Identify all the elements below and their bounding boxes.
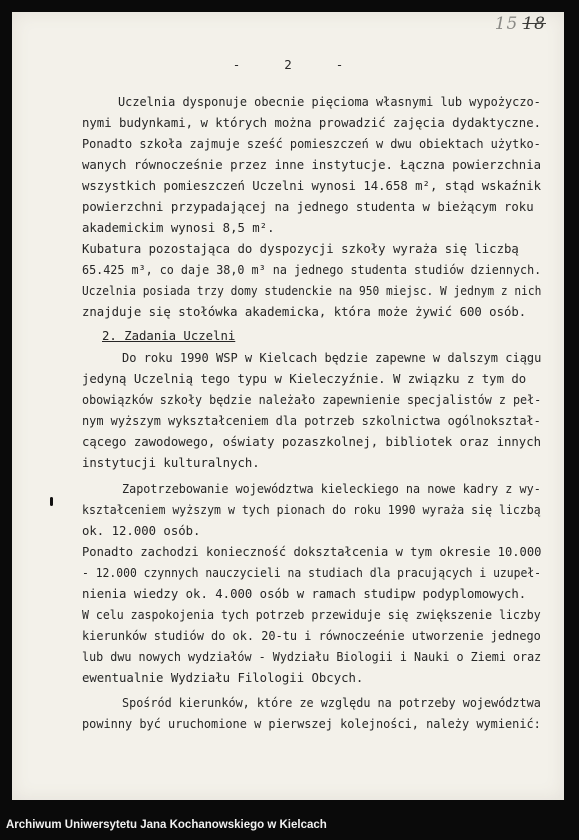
text-line: akademickim wynosi 8,5 m². xyxy=(82,221,275,235)
text-line: nymi budynkami, w których można prowadzić zajęcia dydaktyczne. xyxy=(82,116,542,130)
text-line: Kubatura pozostająca do dyspozycji szkoły wyraża się liczbą xyxy=(82,242,519,256)
text-line: Zapotrzebowanie województwa kieleckiego na nowe kadry z wy- xyxy=(122,482,541,496)
text-line: 65.425 m³, co daje 38,0 m³ na jednego studenta studiów dziennych. xyxy=(82,263,542,277)
pencil-number-second: 18 xyxy=(522,14,546,34)
page-number-value: 2 xyxy=(284,57,292,72)
text-line: Spośród kierunków, które ze względu na potrzeby województwa xyxy=(122,696,541,710)
text-line: instytucji kulturalnych. xyxy=(82,456,260,470)
text-line: W celu zaspokojenia tych potrzeb przewiduje się zwiększenie liczby xyxy=(82,608,541,622)
text-line: powierzchni przypadającej na jednego studenta w bieżącym roku xyxy=(82,200,534,214)
page-number-dash-left: - xyxy=(232,57,241,72)
text-line: znajduje się stołówka akademicka, która może żywić 600 osób. xyxy=(82,305,527,319)
text-line: nym wyższym wykształceniem dla potrzeb szkolnictwa ogólnokształ- xyxy=(82,414,541,428)
margin-ink-mark xyxy=(50,497,53,506)
text-line: kształceniem wyższym w tych pionach do roku 1990 wyraża się liczbą xyxy=(82,503,541,517)
text-line: ok. 12.000 osób. xyxy=(82,524,201,538)
text-line: Ponadto szkoła zajmuje sześć pomieszczeń w dwu obiektach użytko- xyxy=(82,137,541,151)
text-line: Uczelnia posiada trzy domy studenckie na 950 miejsc. W jednym z nich xyxy=(82,284,542,298)
page-number-dash-right: - xyxy=(335,57,344,72)
archive-footer-label: Archiwum Uniwersytetu Jana Kochanowskiego w Kielcach xyxy=(6,819,327,831)
section-heading: 2. Zadania Uczelni xyxy=(102,329,236,343)
text-line: jedyną Uczelnią tego typu w Kieleczyźnie. W związku z tym do xyxy=(82,372,527,386)
page-number xyxy=(12,57,564,72)
text-line: wanych równocześnie przez inne instytucje. Łączna powierzchnia xyxy=(82,158,542,172)
text-line: Uczelnia dysponuje obecnie pięcioma własnymi lub wypożyczo- xyxy=(118,95,541,109)
text-line: Ponadto zachodzi konieczność dokształcenia w tym okresie 10.000 xyxy=(82,545,542,559)
text-line: Do roku 1990 WSP w Kielcach będzie zapewne w dalszym ciągu xyxy=(122,351,542,365)
text-line: cącego zawodowego, oświaty pozaszkolnej, bibliotek oraz innych xyxy=(82,435,542,449)
text-line: nienia wiedzy ok. 4.000 osób w ramach studipw podyplomowych. xyxy=(82,587,527,601)
text-line: obowiązków szkoły będzie należało zapewnienie specjalistów z peł- xyxy=(82,393,542,407)
text-line: ewentualnie Wydziału Filologii Obcych. xyxy=(82,671,364,685)
text-line: kierunków studiów do ok. 20-tu i równoczeénie utworzenie jednego xyxy=(82,629,541,643)
text-line: lub dwu nowych wydziałów - Wydziału Biologii i Nauki o Ziemi oraz xyxy=(82,650,542,664)
text-line: - 12.000 czynnych nauczycieli na studiach dla pracujących i uzupeł- xyxy=(82,566,542,580)
text-line: powinny być uruchomione w pierwszej kolejności, należy wymienić: xyxy=(82,717,541,731)
text-line: wszystkich pomieszczeń Uczelni wynosi 14.658 m², stąd wskaźnik xyxy=(82,179,542,193)
archive-page-marks xyxy=(495,14,546,34)
pencil-number-first: 15 xyxy=(494,14,519,34)
